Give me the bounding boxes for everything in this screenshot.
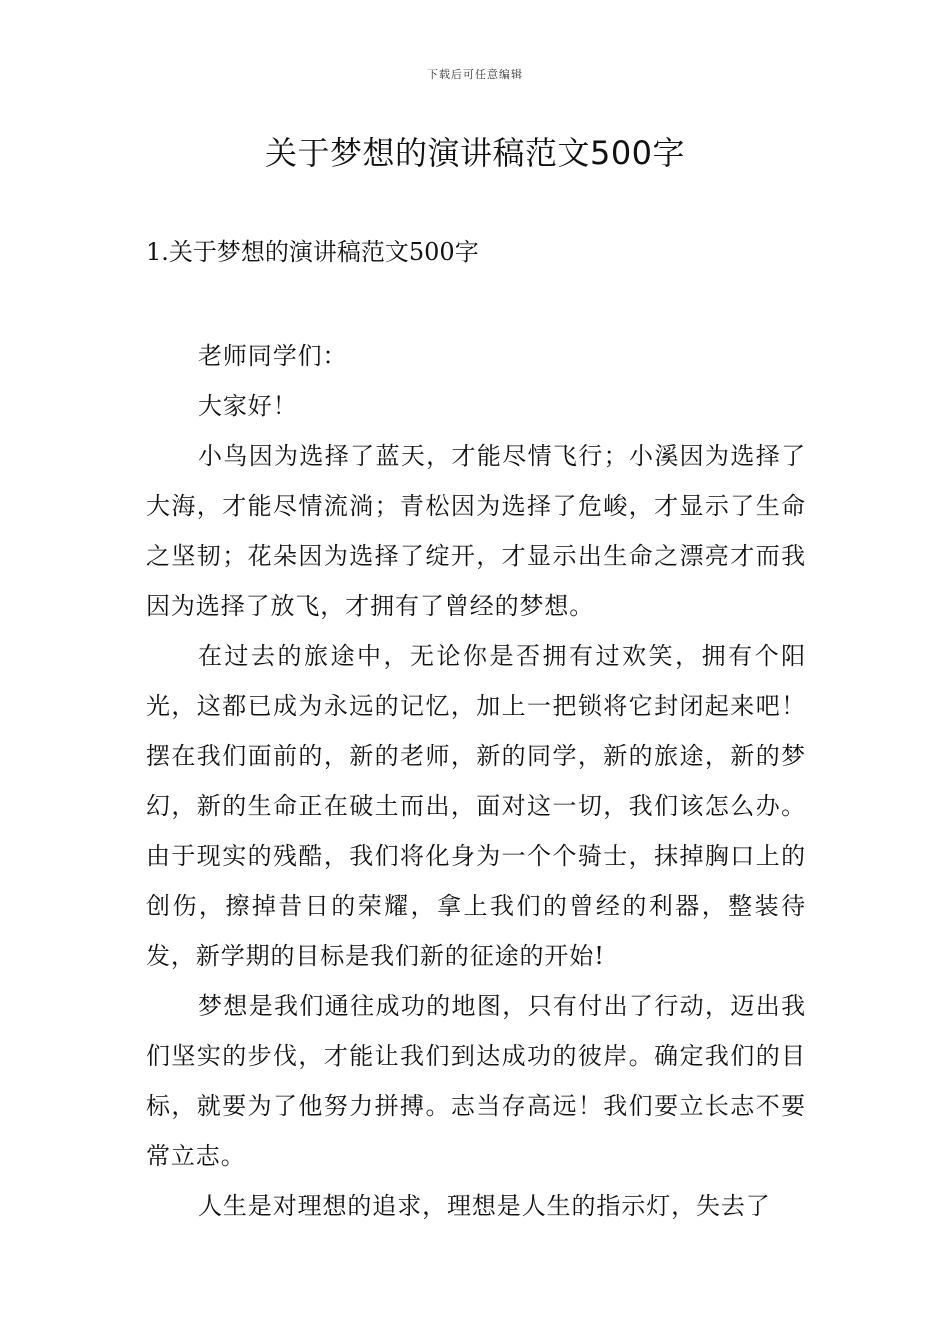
paragraph: 人生是对理想的追求，理想是人生的指示灯，失去了 <box>198 1192 771 1220</box>
section-heading: 1.关于梦想的演讲稿范文500字 <box>146 238 479 266</box>
header-note: 下载后可任意编辑 <box>427 68 523 81</box>
paragraph: 在过去的旅途中，无论你是否拥有过欢笑，拥有个阳光，这都已成为永远的记忆，加上一把锁将它封闭起来吧！摆在我们面前的，新的老师，新的同学，新的旅途，新的梦幻，新的生命正在破土而出，面对这一切，我们该怎么办。由于现实的残酷，我们将化身为一个个骑士，抹掉胸口上的创伤，擦掉昔日的荣耀，拿上我们的曾经的利器，整装待发，新学期的目标是我们新的征途的开始! <box>146 642 806 970</box>
paragraph-greeting: 大家好！ <box>198 392 298 420</box>
paragraph-salutation: 老师同学们： <box>198 342 348 370</box>
paragraph: 小鸟因为选择了蓝天，才能尽情飞行；小溪因为选择了大海，才能尽情流淌；青松因为选择了危峻，才显示了生命之坚韧；花朵因为选择了绽开，才显示出生命之漂亮才而我因为选择了放飞，才拥有了曾经的梦想。 <box>146 442 806 620</box>
body-text <box>146 331 806 1231</box>
document-title: 关于梦想的演讲稿范文500字 <box>264 134 686 172</box>
paragraph: 梦想是我们通往成功的地图，只有付出了行动，迈出我们坚实的步伐，才能让我们到达成功的彼岸。确定我们的目标，就要为了他努力拼搏。志当存高远！我们要立长志不要常立志。 <box>146 992 806 1170</box>
